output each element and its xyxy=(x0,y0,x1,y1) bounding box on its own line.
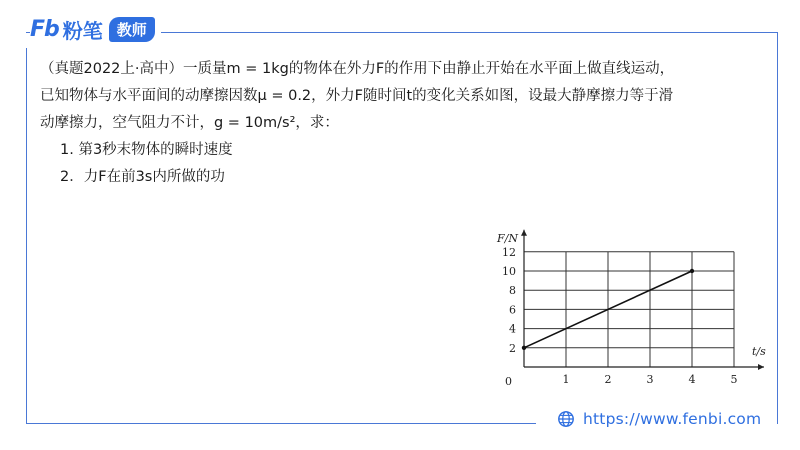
y-tick-label: 12 xyxy=(502,245,516,259)
y-tick-label: 6 xyxy=(509,303,516,317)
x-axis-label: t/s xyxy=(752,345,766,358)
x-axis-arrow xyxy=(758,364,764,370)
question-line-2: 已知物体与水平面间的动摩擦因数μ = 0.2，外力F随时间t的变化关系如图，设最大静摩擦力等于滑 xyxy=(40,88,674,104)
force-time-chart xyxy=(490,231,780,406)
brand-logo xyxy=(30,14,161,44)
brand-mark: Fb xyxy=(30,16,59,42)
y-tick-label: 10 xyxy=(502,265,516,278)
brand-name: 粉笔 xyxy=(62,18,103,43)
brand-badge: 教师 xyxy=(109,17,155,42)
y-axis-label: F/N xyxy=(497,231,518,245)
x-tick-label: 3 xyxy=(646,373,654,386)
x-tick-label: 4 xyxy=(688,373,696,386)
x-tick-label: 1 xyxy=(562,373,570,386)
data-point xyxy=(522,346,526,350)
question-text xyxy=(40,56,765,191)
y-axis-arrow xyxy=(521,230,527,236)
frame-left-border xyxy=(26,48,27,424)
question-item-1: 1. 第3秒末物体的瞬时速度 xyxy=(60,142,233,158)
y-tick-label: 2 xyxy=(509,341,516,355)
origin-label: 0 xyxy=(505,375,512,388)
question-item-2: 2．力F在前3s内所做的功 xyxy=(60,169,225,185)
y-tick-label: 4 xyxy=(509,322,516,336)
globe-icon xyxy=(557,410,575,428)
y-tick-label: 8 xyxy=(509,284,516,298)
footer xyxy=(553,410,765,428)
x-tick-label: 5 xyxy=(730,373,738,386)
frame-bottom-border xyxy=(26,423,536,424)
x-tick-label: 2 xyxy=(604,373,612,386)
footer-url[interactable]: https://www.fenbi.com xyxy=(583,410,762,428)
question-line-3: 动摩擦力，空气阻力不计，g = 10m/s²，求： xyxy=(40,115,339,131)
question-line-1: （真题2022上·高中）一质量m = 1kg的物体在外力F的作用下由静止开始在水平面上做直线运动， xyxy=(40,61,675,77)
data-point xyxy=(690,269,694,273)
